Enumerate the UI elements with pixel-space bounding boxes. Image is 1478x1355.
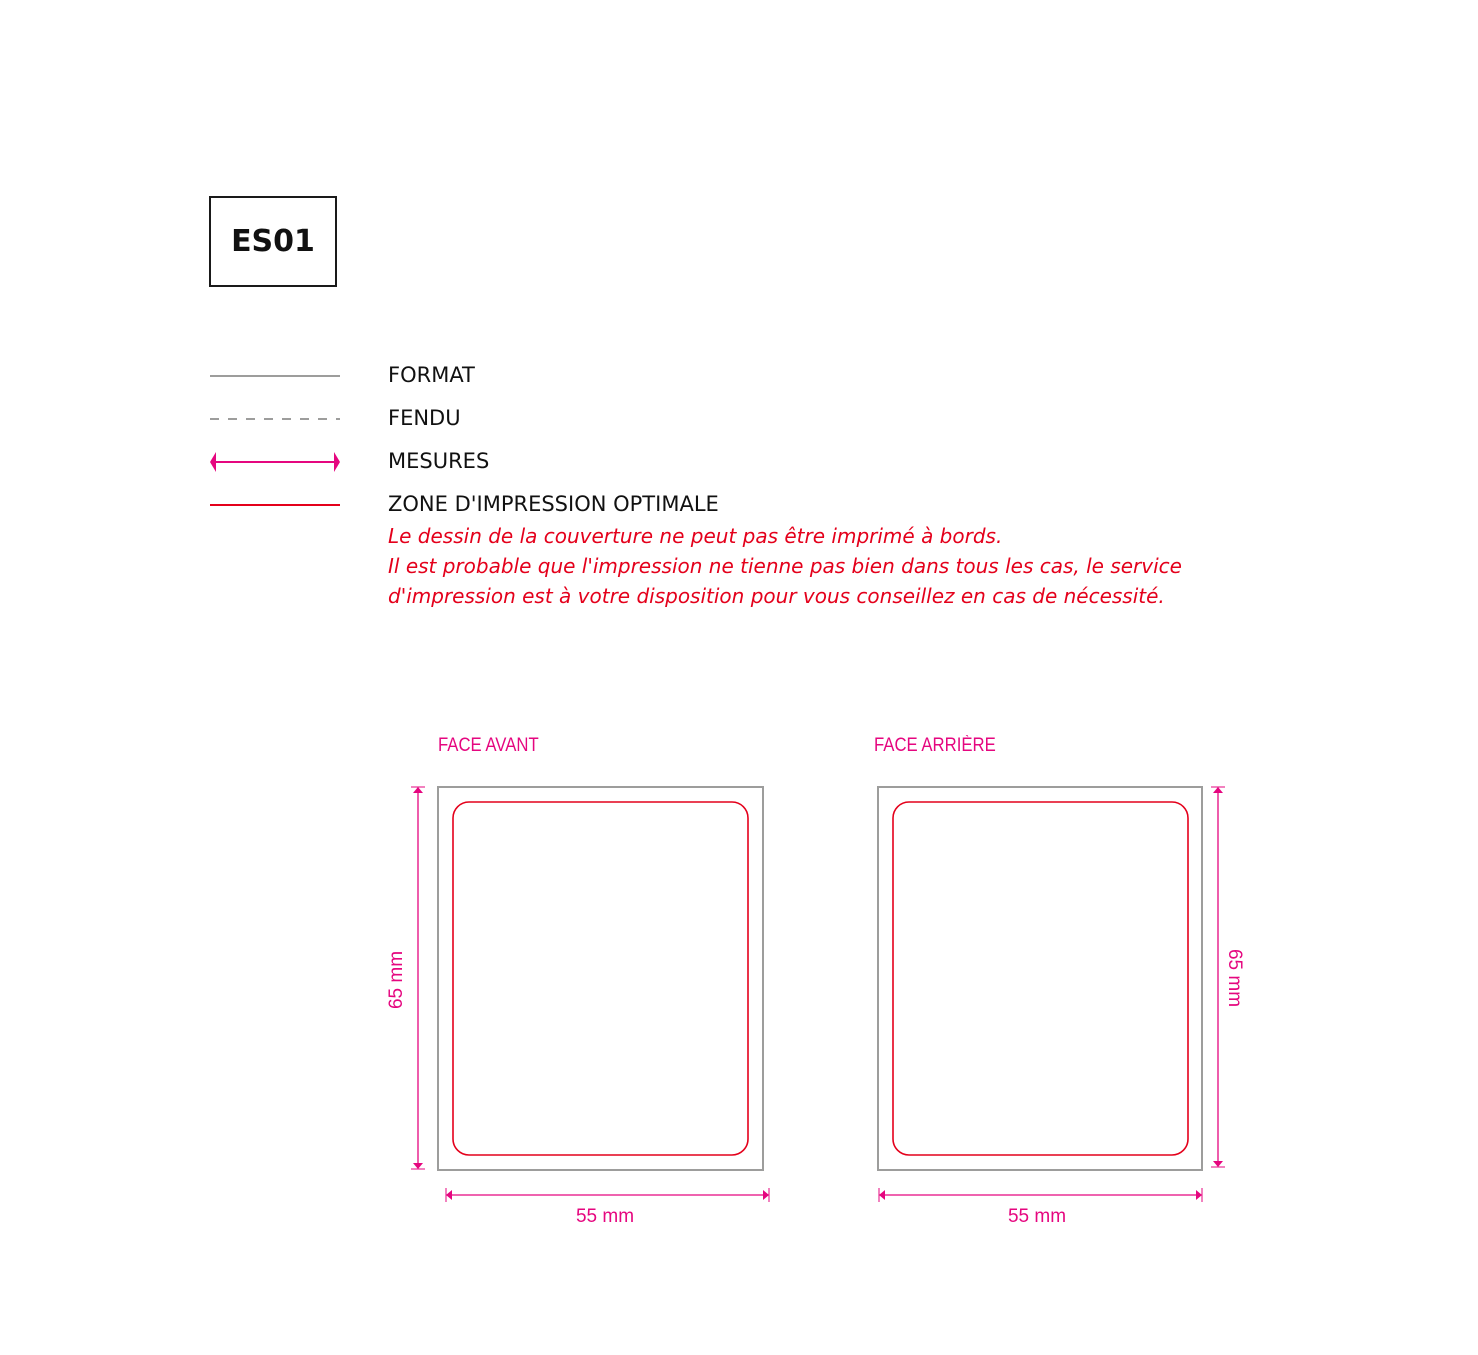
face-avant-height-label: 65 mm <box>386 950 407 1010</box>
face-arriere-width-arrow <box>879 1188 1202 1202</box>
face-arriere-title: FACE ARRIÈRE <box>874 735 996 756</box>
face-avant-title: FACE AVANT <box>438 735 539 756</box>
face-arriere-height-label: 65 mm <box>1224 948 1245 1008</box>
face-arriere <box>878 787 1245 1227</box>
face-avant-height-arrow <box>411 787 425 1169</box>
face-avant-print-zone <box>453 802 748 1155</box>
face-avant <box>386 787 769 1227</box>
legend-label-mesures: MESURES <box>388 449 490 473</box>
legend-label-fendu: FENDU <box>388 406 461 430</box>
face-avant-width-label: 55 mm <box>575 1206 635 1227</box>
face-arriere-print-zone <box>893 802 1188 1155</box>
product-code: ES01 <box>231 224 315 259</box>
note-line-3: d'impression est à votre disposition pour vous conseillez en cas de nécessité. <box>388 584 1165 608</box>
note-line-1: Le dessin de la couverture ne peut pas être imprimé à bords. <box>388 524 1003 548</box>
face-arriere-format-outline <box>878 787 1202 1170</box>
face-avant-width-arrow <box>446 1188 769 1202</box>
face-arriere-height-arrow <box>1211 787 1225 1167</box>
face-avant-format-outline <box>438 787 763 1170</box>
legend-label-zone: ZONE D'IMPRESSION OPTIMALE <box>388 492 719 516</box>
face-arriere-width-label: 55 mm <box>1007 1206 1067 1227</box>
note-line-2: Il est probable que l'impression ne tienne pas bien dans tous les cas, le service <box>388 554 1182 578</box>
legend-label-format: FORMAT <box>388 363 475 387</box>
